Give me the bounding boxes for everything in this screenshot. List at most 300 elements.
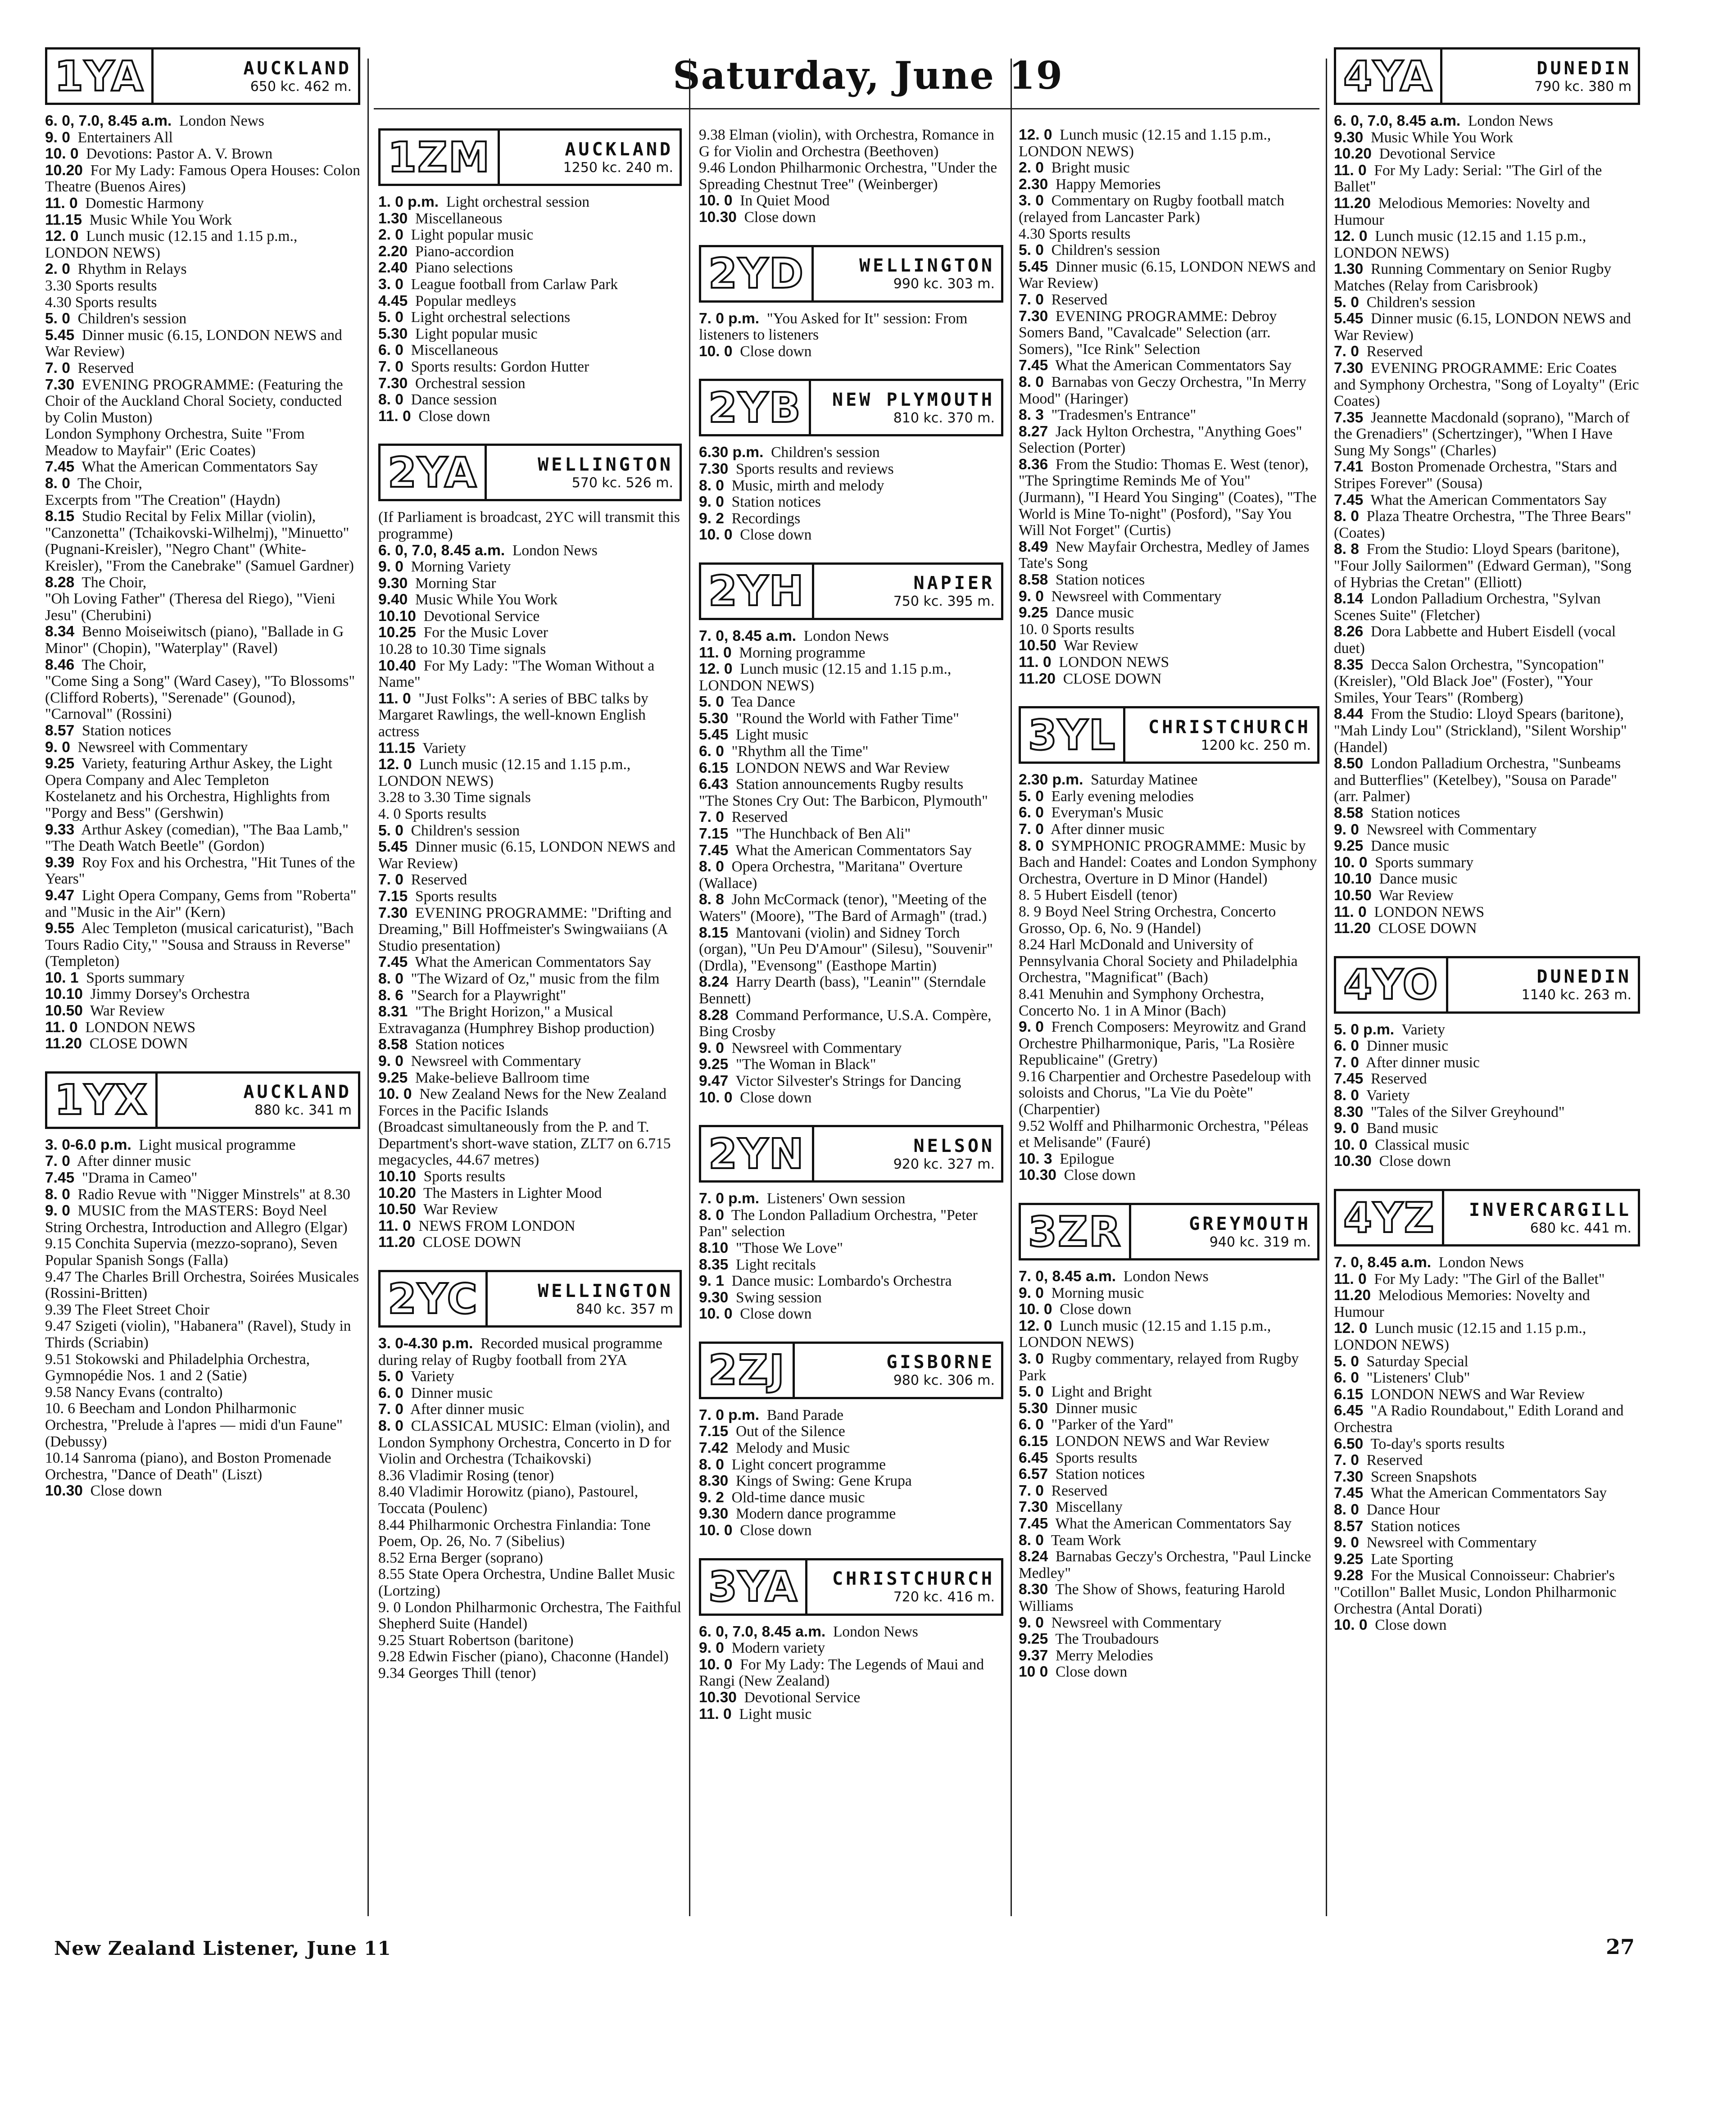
entry-time: 8.35 bbox=[699, 1256, 729, 1273]
entry-text: (If Parliament is broadcast, 2YC will transmit this programme) bbox=[378, 509, 684, 542]
station-city: WELLINGTON bbox=[538, 1280, 673, 1301]
entry-time: 10. 3 bbox=[1019, 1150, 1052, 1167]
programme-entry bbox=[378, 905, 682, 955]
entry-time: 8.58 bbox=[1019, 571, 1048, 589]
entry-text: Merry Melodies bbox=[1055, 1647, 1153, 1664]
entry-text: "The Bright Horizon," a Musical Extravaganza (Humphrey Bishop production) bbox=[378, 1003, 655, 1037]
station-2yb bbox=[699, 379, 1003, 544]
entry-text: Dinner music bbox=[1055, 1400, 1138, 1417]
programme-entry bbox=[1019, 1151, 1319, 1168]
programme-entry bbox=[45, 311, 360, 327]
entry-text: Victor Silvester's Strings for Dancing bbox=[735, 1072, 961, 1089]
entry-time: 8.49 bbox=[1019, 538, 1048, 555]
station-frequency: 1140 kc. 263 m. bbox=[1521, 987, 1632, 1003]
entry-text: 3.28 to 3.30 Time signals bbox=[378, 789, 531, 806]
programme-entry bbox=[45, 986, 360, 1003]
programme-entry bbox=[45, 723, 360, 739]
entry-text: 9.28 Edwin Fischer (piano), Chaconne (Handel) bbox=[378, 1648, 669, 1665]
entry-text: CLOSE DOWN bbox=[422, 1234, 521, 1251]
schedule-column bbox=[1019, 127, 1319, 1700]
entry-time: 9. 0 bbox=[699, 494, 724, 511]
entry-time: 7.30 bbox=[699, 460, 729, 477]
programme-entry bbox=[1019, 193, 1319, 226]
entry-text: Swing session bbox=[735, 1289, 822, 1306]
entry-text: Close down bbox=[740, 1306, 812, 1323]
entry-time: 6.15 bbox=[1334, 1386, 1364, 1403]
entry-text: From the Studio: Lloyd Spears (baritone), "Four Jolly Sailormen" (Edward German), "Song of Hybrias the Cretan" (Elliott) bbox=[1334, 541, 1636, 591]
programme-entry bbox=[1019, 424, 1319, 457]
programme-entry bbox=[45, 1450, 360, 1483]
entry-text: Reserved bbox=[1366, 1452, 1423, 1469]
entry-time: 8.58 bbox=[378, 1036, 408, 1053]
entry-time: 10.30 bbox=[1334, 1153, 1372, 1170]
entry-time: 6.15 bbox=[1019, 1432, 1048, 1450]
entry-text: Newsreel with Commentary bbox=[731, 1039, 902, 1056]
programme-entry bbox=[378, 1218, 682, 1235]
programme-entry bbox=[1019, 986, 1319, 1019]
entry-time: 11.20 bbox=[378, 1234, 415, 1251]
station-callsign: 1YX bbox=[47, 1074, 158, 1127]
entry-time: 5. 0 bbox=[1019, 1383, 1044, 1401]
entry-time: 9.25 bbox=[45, 755, 75, 772]
entry-time: 9.30 bbox=[699, 1505, 729, 1523]
entry-time: 7. 0 bbox=[1019, 291, 1044, 308]
station-city: WELLINGTON bbox=[538, 454, 673, 475]
page-title: Saturday, June 19 bbox=[672, 53, 1064, 98]
station-callsign: 4YO bbox=[1336, 958, 1448, 1011]
programme-entry bbox=[45, 1401, 360, 1450]
entry-time: 7.15 bbox=[699, 825, 729, 843]
entry-time: 1.30 bbox=[378, 210, 408, 227]
entry-text: Command Performance, U.S.A. Compère, Bing Crosby bbox=[699, 1006, 995, 1040]
entry-time: 2.30 p.m. bbox=[1019, 771, 1083, 789]
entry-time: 7.45 bbox=[1334, 1485, 1364, 1502]
programme-entry bbox=[378, 1037, 682, 1053]
entry-time: 7. 0 bbox=[45, 359, 70, 376]
programme-entry bbox=[45, 1483, 360, 1500]
programme-entry bbox=[1019, 1384, 1319, 1401]
entry-text: Radio Revue with "Nigger Minstrels" at 8.30 bbox=[77, 1186, 350, 1203]
programme-entry bbox=[699, 511, 1003, 527]
entry-text: Devotional Service bbox=[423, 607, 540, 625]
station-frequency: 810 kc. 370 m. bbox=[893, 410, 995, 426]
entry-text: Dinner music (6.15, LONDON NEWS and War Review) bbox=[1019, 258, 1319, 292]
station-city: DUNEDIN bbox=[1537, 966, 1632, 988]
entry-time: 7.30 bbox=[1019, 1499, 1048, 1516]
programme-entry bbox=[1334, 261, 1640, 294]
entry-text: Light orchestral selections bbox=[411, 309, 571, 326]
programme-entry bbox=[1019, 654, 1319, 671]
programme-entry bbox=[1019, 1483, 1319, 1500]
programme-entry bbox=[699, 1306, 1003, 1323]
entry-text: Piano selections bbox=[415, 259, 513, 277]
entry-time: 11. 0 bbox=[699, 644, 732, 661]
programme-entry bbox=[1019, 887, 1319, 904]
programme-entry bbox=[1019, 1532, 1319, 1549]
entry-text: Sports results and reviews bbox=[735, 460, 894, 477]
entry-time: 9. 0 bbox=[378, 1052, 403, 1070]
station-continued bbox=[699, 127, 1003, 226]
entry-time: 7. 0 bbox=[378, 871, 403, 889]
programme-entry bbox=[1334, 756, 1640, 805]
programme-entry bbox=[378, 1086, 682, 1119]
entry-time: 9.25 bbox=[378, 1069, 408, 1086]
programme-entry bbox=[1019, 1582, 1319, 1614]
entry-time: 7. 0, 8.45 a.m. bbox=[699, 627, 797, 644]
entry-time: 6. 0 bbox=[1334, 1038, 1359, 1055]
programme-entry bbox=[45, 1036, 360, 1052]
entry-text: Lunch music (12.15 and 1.15 p.m., LONDON NEWS) bbox=[1334, 228, 1590, 261]
entry-text: LONDON NEWS and War Review bbox=[1055, 1432, 1269, 1450]
entry-time: 10.50 bbox=[1019, 637, 1056, 654]
entry-text: London Palladium Orchestra, "Sunbeams and Butterflies" (Ketelbey), "Sousa on Parade" (arr. Palmer) bbox=[1334, 755, 1625, 805]
station-4ya bbox=[1334, 47, 1643, 937]
entry-text: 8.44 Philharmonic Orchestra Finlandia: Tone Poem, Op. 26, No. 7 (Sibelius) bbox=[378, 1516, 654, 1550]
entry-time: 9. 0 bbox=[1019, 588, 1044, 605]
entry-time: 10. 0 bbox=[1019, 1301, 1052, 1318]
entry-time: 8.30 bbox=[699, 1473, 729, 1490]
programme-entry bbox=[699, 843, 1003, 859]
entry-time: 5.30 bbox=[378, 325, 408, 342]
station-2yd bbox=[699, 245, 1003, 360]
programme-entry bbox=[45, 739, 360, 756]
programme-entry bbox=[45, 1268, 363, 1302]
entry-time: 8.58 bbox=[1334, 804, 1364, 821]
entry-text: Dora Labbette and Hubert Eisdell (vocal duet) bbox=[1334, 623, 1620, 657]
programme-entry bbox=[1019, 1433, 1319, 1450]
entry-text: 8.24 Harl McDonald and University of Pennsylvania Choral Society and Philadelphia Orchestra, "Magnificat" (Bach) bbox=[1019, 936, 1302, 986]
programme-entry bbox=[699, 1290, 1003, 1306]
programme-entry bbox=[699, 1473, 1003, 1490]
entry-text: Light music bbox=[735, 726, 808, 743]
entry-time: 5. 0 bbox=[1019, 242, 1044, 259]
programme-entry bbox=[699, 743, 1003, 760]
entry-time: 9.28 bbox=[1334, 1567, 1364, 1584]
programme-entry bbox=[378, 1665, 682, 1682]
programme-entry bbox=[378, 543, 682, 559]
entry-text: Make-believe Ballroom time bbox=[415, 1069, 589, 1086]
entry-text: Light musical programme bbox=[139, 1136, 296, 1153]
station-info bbox=[1444, 1191, 1638, 1244]
entry-time: 10.20 bbox=[1334, 145, 1372, 163]
entry-time: 5. 0 bbox=[378, 309, 403, 326]
programme-entry bbox=[699, 727, 1003, 743]
programme-entry bbox=[1019, 1615, 1319, 1632]
programme-entry bbox=[1334, 113, 1640, 130]
entry-text: Morning Star bbox=[415, 575, 496, 592]
entry-text: 9.16 Charpentier and Orchestre Pasedeloup with soloists and Chorus, "La Vie du Poète" (Charpentier) bbox=[1019, 1068, 1315, 1118]
entry-time: 7. 0 bbox=[1334, 343, 1359, 360]
programme-entry bbox=[1334, 541, 1640, 591]
entry-text: "The Wizard of Oz," music from the film bbox=[411, 970, 660, 987]
entry-text: Children's session bbox=[411, 822, 520, 839]
entry-text: "Round the World with Father Time" bbox=[735, 710, 959, 727]
entry-text: Dinner music bbox=[1366, 1038, 1449, 1055]
entry-time: 9.47 bbox=[699, 1072, 729, 1089]
entry-time: 5. 0 bbox=[45, 310, 70, 327]
programme-entry bbox=[1019, 1318, 1319, 1351]
programme-entry bbox=[699, 1240, 1003, 1257]
station-header bbox=[699, 562, 1003, 620]
programme-entry bbox=[45, 525, 360, 575]
entry-text: Station notices bbox=[731, 494, 821, 511]
programme-entry bbox=[45, 360, 360, 377]
entry-time: 5.45 bbox=[1334, 310, 1364, 327]
programme-entry bbox=[378, 244, 682, 260]
station-frequency: 680 kc. 441 m. bbox=[1530, 1220, 1632, 1236]
entry-time: 9.30 bbox=[378, 575, 408, 592]
programme-entry bbox=[1334, 1551, 1640, 1568]
programme-entry bbox=[45, 673, 360, 723]
entry-text: Reserved bbox=[1366, 343, 1423, 360]
entry-text: 8.55 State Opera Orchestra, Undine Ballet Music (Lortzing) bbox=[378, 1566, 679, 1599]
programme-entry bbox=[1334, 1055, 1640, 1071]
entry-text: Music, mirth and melody bbox=[731, 477, 884, 494]
entry-text: Opera Orchestra, "Maritana" Overture (Wallace) bbox=[699, 858, 966, 892]
entry-text: Plaza Theatre Orchestra, "The Three Bears" (Coates) bbox=[1334, 508, 1635, 541]
entry-text: LONDON NEWS and War Review bbox=[1370, 1386, 1585, 1403]
entry-text: Epilogue bbox=[1060, 1150, 1115, 1167]
entry-text: 8. 5 Hubert Eisdell (tenor) bbox=[1019, 887, 1178, 904]
entry-time: 9.25 bbox=[1019, 604, 1048, 621]
entry-time: 8. 0 bbox=[1019, 837, 1044, 854]
entry-text: Light and Bright bbox=[1051, 1383, 1152, 1401]
entry-time: 10.10 bbox=[45, 986, 83, 1003]
entry-time: 8. 0 bbox=[699, 477, 724, 494]
entry-time: 6. 0, 7.0, 8.45 a.m. bbox=[45, 113, 172, 129]
entry-text: Newsreel with Commentary bbox=[1051, 588, 1222, 605]
entry-text: From the Studio: Thomas E. West (tenor), bbox=[1055, 456, 1309, 473]
entry-text: 8.41 Menuhin and Symphony Orchestra, Concerto No. 1 in A Minor (Bach) bbox=[1019, 985, 1268, 1019]
entry-text: New Zealand News for the New Zealand Forces in the Pacific Islands bbox=[378, 1086, 671, 1119]
entry-time: 9. 0 bbox=[1334, 1534, 1359, 1551]
entry-text: Melody and Music bbox=[735, 1440, 850, 1457]
entry-text: 9.46 London Philharmonic Orchestra, "Under the Spreading Chestnut Tree" (Weinberger) bbox=[699, 159, 1001, 193]
entry-text: Lunch music (12.15 and 1.15 p.m., LONDON NEWS) bbox=[699, 661, 955, 694]
entry-text: 4.30 Sports results bbox=[1019, 225, 1131, 242]
entry-text: Devotions: Pastor A. V. Brown bbox=[86, 145, 273, 163]
station-info bbox=[1448, 958, 1638, 1011]
entry-text: Station notices bbox=[82, 722, 172, 739]
entry-text: Barnabas von Geczy Orchestra, "In Merry Mood" (Haringer) bbox=[1019, 373, 1310, 407]
entry-time: 7.30 bbox=[378, 904, 408, 921]
entry-time: 11.20 bbox=[1334, 195, 1371, 212]
entry-time: 5.45 bbox=[378, 839, 408, 856]
entry-time: 7.42 bbox=[699, 1440, 729, 1457]
programme-entry bbox=[1334, 706, 1640, 756]
entry-time: 9.37 bbox=[1019, 1647, 1048, 1664]
entry-text: Station notices bbox=[1055, 571, 1145, 589]
programme-entry bbox=[1334, 1519, 1640, 1535]
entry-time: 10. 0 bbox=[1334, 1617, 1368, 1634]
programme-entry bbox=[378, 1169, 682, 1185]
entry-text: CLOSE DOWN bbox=[1378, 920, 1477, 937]
entry-text: "The Hunchback of Ben Ali" bbox=[735, 825, 911, 843]
entry-text: Close down bbox=[418, 408, 490, 425]
entry-text: "The Springtime Reminds Me of You" (Jurmann), "I Heard You Singing" (Coates), "The World is Mine To-night" (Posford), "Say You Will Not Forget" (Curtis) bbox=[1019, 472, 1320, 539]
entry-text: 8.40 Vladimir Horowitz (piano), Pastourel, Toccata (Poulenc) bbox=[378, 1483, 642, 1517]
entry-text: Variety bbox=[1401, 1021, 1445, 1038]
entry-time: 8. 0 bbox=[1019, 373, 1044, 390]
entry-text: CLOSE DOWN bbox=[1063, 670, 1162, 687]
station-header bbox=[1019, 1203, 1319, 1260]
schedule-column bbox=[699, 127, 1003, 1741]
entry-text: War Review bbox=[1379, 887, 1454, 904]
programme-entry bbox=[378, 1632, 682, 1649]
entry-text: Recorded musical programme during relay of Rugby football from 2YA bbox=[378, 1335, 666, 1369]
programme-entry bbox=[45, 508, 360, 525]
entry-time: 8.24 bbox=[699, 974, 729, 991]
programme-entry bbox=[699, 628, 1003, 645]
programme-entry bbox=[1334, 1088, 1640, 1104]
programme-entry bbox=[378, 823, 682, 839]
entry-text: Variety, featuring Arthur Askey, the Light Opera Company and Alec Templeton bbox=[45, 755, 336, 789]
station-callsign: 3YA bbox=[701, 1560, 807, 1614]
entry-text: "Those We Love" bbox=[735, 1239, 843, 1256]
entry-time: 8. 0 bbox=[1019, 1532, 1044, 1549]
entry-text: War Review bbox=[1064, 637, 1138, 654]
programme-entry bbox=[699, 974, 1003, 1007]
entry-time: 8. 0 bbox=[1334, 1501, 1359, 1518]
entry-text: What the American Commentators Say bbox=[1055, 357, 1292, 374]
station-continued bbox=[1019, 127, 1319, 687]
programme-entry bbox=[1019, 1466, 1319, 1483]
entry-text: What the American Commentators Say bbox=[1055, 1515, 1292, 1532]
programme-entry bbox=[1019, 1499, 1319, 1516]
entry-text: London News bbox=[512, 542, 598, 559]
programme-entry bbox=[699, 1706, 1003, 1723]
entry-time: 11. 0 bbox=[378, 408, 411, 425]
station-city: NELSON bbox=[913, 1135, 995, 1156]
entry-text: Barnabas Geczy's Orchestra, "Paul Lincke Medley" bbox=[1019, 1548, 1315, 1582]
programme-entry bbox=[1334, 1370, 1640, 1387]
programme-entry bbox=[1334, 344, 1640, 360]
entry-text: Popular medleys bbox=[415, 292, 517, 309]
station-frequency: 880 kc. 341 m bbox=[254, 1102, 352, 1119]
entry-text: 9.25 Stuart Robertson (baritone) bbox=[378, 1632, 574, 1649]
entry-text: Entertainers All bbox=[77, 129, 173, 146]
entry-time: 9. 0 bbox=[1334, 1120, 1359, 1137]
entry-text: Light music bbox=[739, 1705, 812, 1723]
station-2zj bbox=[699, 1342, 1003, 1539]
entry-time: 9.25 bbox=[1019, 1631, 1048, 1648]
station-header bbox=[45, 47, 360, 105]
programme-entry bbox=[1019, 308, 1319, 358]
entry-text: Morning music bbox=[1051, 1284, 1144, 1301]
entry-time: 8.14 bbox=[1334, 590, 1364, 607]
programme-entry bbox=[699, 127, 1003, 160]
programme-entry bbox=[378, 260, 682, 277]
programme-entry bbox=[45, 113, 360, 130]
entry-time: 7.45 bbox=[1019, 357, 1048, 374]
programme-entry bbox=[1019, 937, 1319, 986]
programme-entry bbox=[378, 342, 682, 359]
entry-text: After dinner music bbox=[1050, 821, 1165, 838]
programme-entry bbox=[1019, 805, 1319, 821]
station-callsign: 4YA bbox=[1336, 50, 1442, 103]
programme-entry bbox=[1334, 1469, 1640, 1486]
entry-time: 8.28 bbox=[45, 574, 75, 591]
entry-text: Team Work bbox=[1051, 1532, 1121, 1549]
entry-time: 10. 0 bbox=[699, 1089, 733, 1106]
programme-entry bbox=[1334, 311, 1640, 344]
entry-text: Light concert programme bbox=[731, 1456, 886, 1473]
entry-text: "You Asked for It" session: From listeners to listeners bbox=[699, 310, 971, 344]
entry-time: 6.50 bbox=[1334, 1435, 1364, 1452]
entry-text: Modern variety bbox=[731, 1640, 825, 1657]
entry-time: 8.31 bbox=[378, 1003, 408, 1020]
programme-entry bbox=[1334, 591, 1640, 624]
entry-time: 6.15 bbox=[699, 759, 729, 776]
programme-entry bbox=[1019, 1019, 1319, 1069]
entry-text: Reserved bbox=[77, 359, 134, 376]
entry-time: 8.26 bbox=[1334, 623, 1364, 640]
programme-entry bbox=[1019, 177, 1319, 193]
programme-entry bbox=[699, 461, 1003, 478]
station-info bbox=[500, 131, 680, 184]
entry-text: New Mayfair Orchestra, Medley of James Tate's Song bbox=[1019, 538, 1313, 572]
entry-time: 12. 0 bbox=[1334, 228, 1368, 245]
programme-entry bbox=[699, 1191, 1003, 1207]
entry-text: After dinner music bbox=[410, 1401, 524, 1418]
entry-time: 11. 0 bbox=[1019, 654, 1052, 671]
entry-time: 6.45 bbox=[1334, 1402, 1364, 1419]
entry-time: 9.30 bbox=[699, 1289, 729, 1306]
entry-text: London News bbox=[803, 627, 889, 644]
programme-entry bbox=[378, 1401, 682, 1418]
entry-time: 10. 0 bbox=[699, 1306, 733, 1323]
programme-entry bbox=[699, 1040, 1003, 1057]
programme-entry bbox=[699, 711, 1003, 727]
programme-entry bbox=[45, 261, 360, 278]
entry-text: Station notices bbox=[1370, 804, 1460, 821]
entry-time: 5.45 bbox=[699, 726, 729, 743]
programme-entry bbox=[1334, 1022, 1640, 1038]
entry-text: Studio Recital by Felix Millar (violin), bbox=[82, 508, 316, 525]
entry-text: "Listeners' Club" bbox=[1366, 1369, 1470, 1387]
entry-time: 7.30 bbox=[1019, 308, 1048, 325]
entry-text: 9.52 Wolff and Philharmonic Orchestra, "Péleas et Melisande" (Fauré) bbox=[1019, 1117, 1312, 1151]
entry-time: 11.15 bbox=[45, 211, 82, 228]
entry-time: 10.50 bbox=[378, 1201, 416, 1218]
programme-entry bbox=[378, 1369, 682, 1385]
entry-text: Melodious Memories: Novelty and Humour bbox=[1334, 1287, 1594, 1320]
entry-text: "Come Sing a Song" (Ward Casey), "To Blossoms" (Clifford Roberts), "Serenade" (Gounod), "Carnoval" (Rossini) bbox=[45, 673, 359, 723]
programme-entry bbox=[699, 1657, 1003, 1690]
programme-entry bbox=[378, 227, 682, 244]
entry-text: Children's session bbox=[771, 444, 880, 461]
programme-entry bbox=[45, 920, 360, 970]
programme-entry bbox=[378, 1599, 685, 1632]
entry-text: "A Radio Roundabout," Edith Lorand and Orchestra bbox=[1334, 1402, 1627, 1436]
entry-text: Close down bbox=[740, 1522, 812, 1539]
entry-time: 2. 0 bbox=[378, 227, 403, 244]
entry-text: What the American Commentators Say bbox=[1370, 491, 1607, 508]
entry-text: London News bbox=[833, 1623, 918, 1640]
programme-entry bbox=[378, 608, 682, 625]
programme-entry bbox=[699, 1090, 1003, 1106]
programme-entry bbox=[699, 892, 1003, 925]
entry-text: League football from Carlaw Park bbox=[411, 276, 618, 293]
station-frequency: 1250 kc. 240 m. bbox=[563, 159, 673, 176]
entry-time: 3. 0-6.0 p.m. bbox=[45, 1136, 131, 1153]
entry-time: 7. 0, 8.45 a.m. bbox=[1019, 1268, 1116, 1285]
entry-text: NEWS FROM LONDON bbox=[418, 1217, 576, 1234]
programme-entry bbox=[1334, 888, 1640, 904]
programme-entry bbox=[1019, 1648, 1319, 1664]
programme-entry bbox=[1334, 920, 1640, 937]
entry-text: MUSIC from the MASTERS: Boyd Neel String Orchestra, Introduction and Allegro (Elgar) bbox=[45, 1202, 348, 1236]
